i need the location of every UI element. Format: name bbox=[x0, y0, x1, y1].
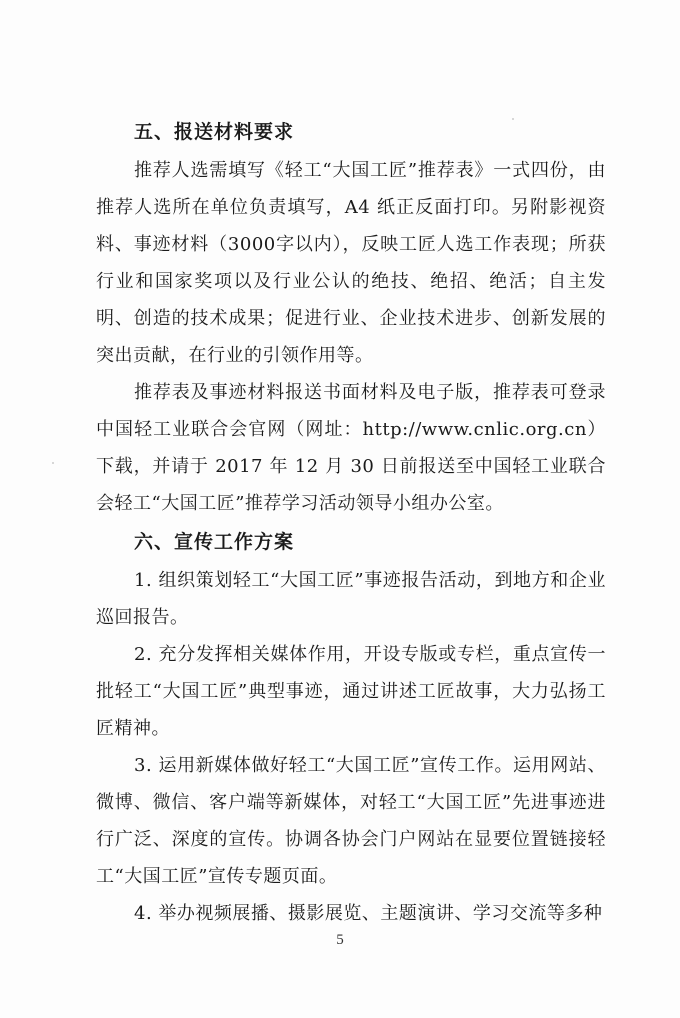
section-heading-publicity: 六、宣传工作方案 bbox=[134, 531, 295, 553]
scan-speck bbox=[512, 118, 514, 120]
paragraph-publicity-item-2: 2. 充分发挥相关媒体作用，开设专版或专栏，重点宣传一批轻工“大国工匠”典型事迹，通过讲述工匠故事，大力弘扬工匠精神。 bbox=[96, 644, 606, 739]
scan-speck bbox=[52, 462, 54, 464]
paragraph-publicity-item-1: 1. 组织策划轻工“大国工匠”事迹报告活动，到地方和企业巡回报告。 bbox=[96, 570, 606, 628]
paragraph-publicity-item-4: 4. 举办视频展播、摄影展览、主题演讲、学习交流等多种 bbox=[134, 903, 603, 924]
paragraph-materials-requirements: 推荐人选需填写《轻工“大国工匠”推荐表》一式四份，由推荐人选所在单位负责填写，A4 纸正反面打印。另附影视资料、事迹材料（3000字以内），反映工匠人选工作表现；所获行业和国家奖项以及行业公认的绝技、绝招、绝活；自主发明、创造的技术成果；促进行业、企业技术进步、创新发展的突出贡献，在行业的引领作用等。 bbox=[96, 160, 606, 366]
document-body bbox=[96, 112, 606, 932]
page-number: 5 bbox=[336, 932, 344, 948]
section-heading-materials: 五、报送材料要求 bbox=[134, 121, 295, 143]
paragraph-materials-submission: 推荐表及事迹材料报送书面材料及电子版，推荐表可登录中国轻工业联合会官网（网址：http://www.cnlic.org.cn）下载，并请于 2017 年 12 月 30 日前报送至中国轻工业联合会轻工“大国工匠”推荐学习活动领导小组办公室。 bbox=[96, 382, 606, 514]
paragraph-publicity-item-3: 3. 运用新媒体做好轻工“大国工匠”宣传工作。运用网站、微博、微信、客户端等新媒体，对轻工“大国工匠”先进事迹进行广泛、深度的宣传。协调各协会门户网站在显要位置链接轻工“大国工匠”宣传专题页面。 bbox=[96, 755, 606, 887]
